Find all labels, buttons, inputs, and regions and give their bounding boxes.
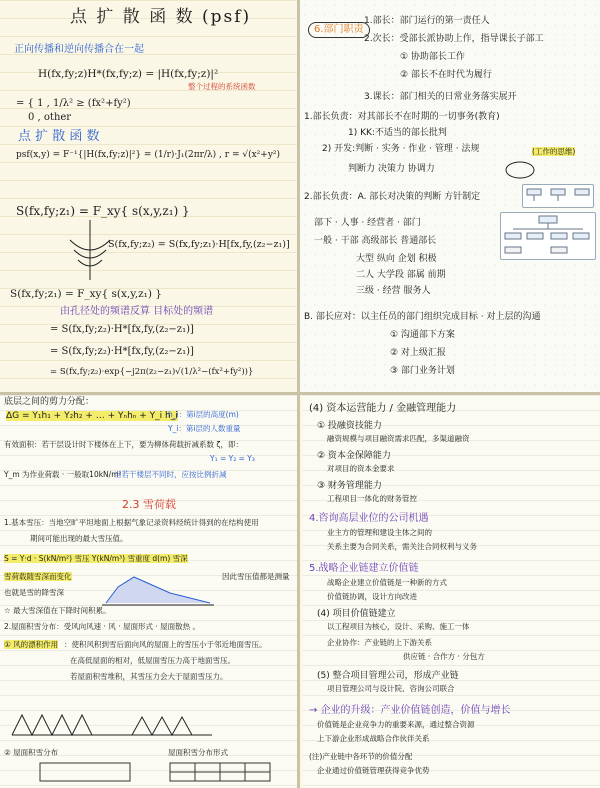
- org-chart-sticker-large: [500, 212, 596, 260]
- piece-a: = { 1 , 1/λ² ≥ (fx²+fy²): [16, 98, 131, 109]
- vc-7: (5) 整合项目管理公司，形成产业链: [317, 671, 459, 681]
- vc-1: 战略企业建立价值链是一种新的方式: [327, 578, 447, 587]
- vc-3: (4) 项目价值链建立: [317, 609, 396, 619]
- eq-b: = S(fx,fy;z₂)·H*[fx,fy,(z₂−z₁)]: [50, 346, 194, 357]
- shear-note-1: h_i：第i层的高度(m): [168, 410, 239, 419]
- psf-title: 点 扩 散 函 数 (psf): [70, 7, 252, 27]
- snow-depth-note: 因此雪压值都是测量: [222, 572, 290, 581]
- cone-sketch: [60, 220, 120, 290]
- duty-14: 二人 大学段 部属 前期: [356, 270, 446, 280]
- opportunity-heading: 4.咨询高层业位的公司机遇: [309, 513, 429, 524]
- value-chain-heading: 5.战略企业链建立价值链: [309, 563, 419, 574]
- snow-heading: 2.3 雪荷载: [122, 498, 176, 511]
- vc-2: 价值链协调，设计方向改进: [327, 592, 417, 601]
- roof-table-sketch: [20, 761, 280, 785]
- s-eq3: S(fx,fy;z₁) = F_xy{ s(x,y,z₁) }: [10, 288, 162, 300]
- duty-13: 大型 纵向 企划 积极: [356, 254, 437, 264]
- oval-mark: [505, 160, 535, 180]
- basic-snow-2: 期间可能出现的最大雪压值。: [30, 534, 128, 543]
- duty-11: 部下 · 人事 · 经营者 · 部门: [314, 218, 421, 228]
- eq-h-note: 整个过程的系统函数: [188, 82, 256, 91]
- snow-load-panel: [0, 395, 300, 788]
- duty-19: ③ 部门业务计划: [390, 366, 455, 376]
- duty-9: 判断力 决策力 协调力: [348, 164, 435, 174]
- duty-7: 1) KK:不适当的部长批判: [348, 128, 447, 138]
- eq-a: = S(fx,fy;z₂)·H*[fx,fy,(z₂−z₁)]: [50, 324, 194, 335]
- cap-2: ② 资本金保障能力: [317, 451, 391, 461]
- area-eq: Y₁ = Y₂ = Y₃: [210, 454, 255, 463]
- load-line: Y_m 为作业荷载 · 一般取10kN/m²: [4, 470, 122, 479]
- s-eq2: S(fx,fy;z₂) = S(fx,fy;z₁)·H[fx,fy,(z₂−z₁)]: [108, 239, 290, 250]
- vc-4: 以工程项目为核心，设计、采购、施工一体: [327, 622, 470, 631]
- duties-notes-panel: [300, 0, 600, 392]
- psf-subtitle: 点 扩 散 函 数: [18, 129, 100, 144]
- duty-17: ① 沟通部下方案: [390, 330, 455, 340]
- cap-3b: 工程项目一体化的财务管控: [327, 494, 417, 503]
- blue-note: 正向传播和逆向传播合在一起: [14, 44, 144, 55]
- snow-depth-2: 也就是雪的降雪深: [4, 588, 64, 597]
- duty-8-note: (工作的思维): [532, 147, 576, 156]
- eq-h: H(fx,fy;z)H*(fx,fy;z) = |H(fx,fy;z)|²: [38, 68, 219, 80]
- roof-dist: 2.屋面积雪分布：受风向风速 · 风 · 屋面形式 · 屋面散热 。: [4, 622, 200, 631]
- roof-dist-2: ② 屋面积雪分布: [4, 748, 59, 757]
- wind-effect-3: 若屋面积雪堆积，其雪压力会大于屋面雪压力。: [70, 672, 228, 681]
- snow-curve-sketch: [98, 567, 218, 611]
- duty-18: ② 对上级汇报: [390, 348, 446, 358]
- area-line: 有效面积：若干层设计时下楼体在上下，要为柳体荷载折减系数 ζ，即：: [4, 440, 243, 449]
- purple-note: 由孔径处的频谱反算 目标处的频谱: [60, 306, 214, 317]
- duty-2: 2.次长：受部长派协助上作，指导课长子部工: [364, 34, 544, 44]
- duty-15: 三级 · 经营 服务人: [356, 286, 431, 296]
- duty-5: 3.课长：部门相关的日常业务落实展开: [364, 92, 517, 102]
- s-eq1: S(fx,fy;z₁) = F_xy{ s(x,y,z₁) }: [16, 204, 190, 218]
- section-badge: 6.部门职责: [308, 22, 370, 38]
- shear-title: 底层之间的剪力分配：: [4, 397, 95, 407]
- psf-notes-panel: [0, 0, 297, 392]
- up-2: 上下游企业形成战略合作伙伴关系: [317, 734, 430, 743]
- roof-dist-2b: 屋面积雪分布形式: [168, 748, 228, 757]
- org-chart-sticker-small: [522, 184, 594, 208]
- opp-1: 业主方的管理和建设主体之间的: [327, 528, 432, 537]
- wind-effect-label: ① 风的漂积作用: [4, 640, 59, 649]
- duty-16: B. 部长应对：以主任员的部门组织完成目标 · 对上层的沟通: [304, 312, 541, 322]
- eq-c: = S(fx,fy;z₂)·exp{−j2π(z₂−z₁)√(1/λ²−(fx²+fy²))}: [50, 367, 254, 377]
- roof-sketch: [12, 685, 232, 745]
- vc-6: 供应链 · 合作方 · 分包方: [403, 652, 485, 661]
- cap-1: ① 投融资技能力: [317, 421, 382, 431]
- cap-1b: 融资规模与项目融资需求匹配，多渠道融资: [327, 434, 470, 443]
- up-3: (注)产业链中各环节的价值分配: [309, 752, 413, 761]
- up-4: 企业通过价值链管理获得竞争优势: [317, 766, 430, 775]
- opp-2: 关系主要为合同关系，需关注合同权利与义务: [327, 542, 477, 551]
- duty-8: 2) 开发:判断 · 实务 · 作业 · 管理 · 法规: [322, 144, 480, 154]
- cap-3: ③ 财务管理能力: [317, 481, 382, 491]
- capital-notes-panel: [303, 395, 600, 788]
- up-1: 价值链是企业竞争力的重要来源，通过整合资源: [317, 720, 475, 729]
- horizontal-divider: [0, 392, 600, 395]
- snow-eq: S = Y·d · S(kN/m²) 雪压 Y(kN/m³) 雪重度 d(m) 雪深: [4, 554, 188, 563]
- load-note: 当若干楼层不同时，应按比例折减: [114, 470, 227, 479]
- duty-10: 2.部长负责：A. 部长对决策的判断 方针制定: [304, 192, 481, 202]
- piece-b: 0 , other: [28, 112, 72, 123]
- max-depth: ☆ 最大雪深值在下降时间积累。: [4, 606, 111, 615]
- duty-1: 1.部长：部门运行的第一责任人: [364, 16, 490, 26]
- basic-snow-1: 1.基本雪压：当地空旷平坦地面上根据气象记录资料经统计得到的在结构使用: [4, 518, 259, 527]
- duty-12: 一般 · 干部 高级部长 普通部长: [314, 236, 437, 246]
- shear-eq: ΔG = Y₁h₁ + Y₂h₂ + … + Yₙhₙ + Y_i h_i: [6, 411, 178, 421]
- wind-effect: ：使积风积到雪后面向风的屋面上的雪压小于邻近地面雪压。: [64, 640, 267, 649]
- cap-2b: 对项目的资本金要求: [327, 464, 395, 473]
- duty-4: ② 部长不在时代为履行: [400, 70, 492, 80]
- snow-depth: 雪荷载随雪深而变化: [4, 572, 72, 581]
- duty-6: 1.部长负责：对其部长不在时期的一切事务(教育): [304, 112, 500, 122]
- vc-5: 企业协作：产业链的上下游关系: [327, 638, 432, 647]
- wind-effect-2: 在高低屋面的相对，低屋面雪压力高于地面雪压。: [70, 656, 235, 665]
- psf-eq: psf(x,y) = F⁻¹{|H(fx,fy;z)|²} = (1/r)·J₁(2πr/λ) , r = √(x²+y²): [16, 150, 281, 160]
- vc-8: 项目管理公司与设计院、咨询公司联合: [327, 684, 455, 693]
- capital-heading: (4) 资本运营能力 / 金融管理能力: [309, 403, 457, 414]
- duty-3: ① 协助部长工作: [400, 52, 465, 62]
- upgrade-heading: → 企业的升级：产业价值链创造，价值与增长: [309, 705, 511, 716]
- shear-note-2: Y_i：第i层的人数重量: [168, 424, 241, 433]
